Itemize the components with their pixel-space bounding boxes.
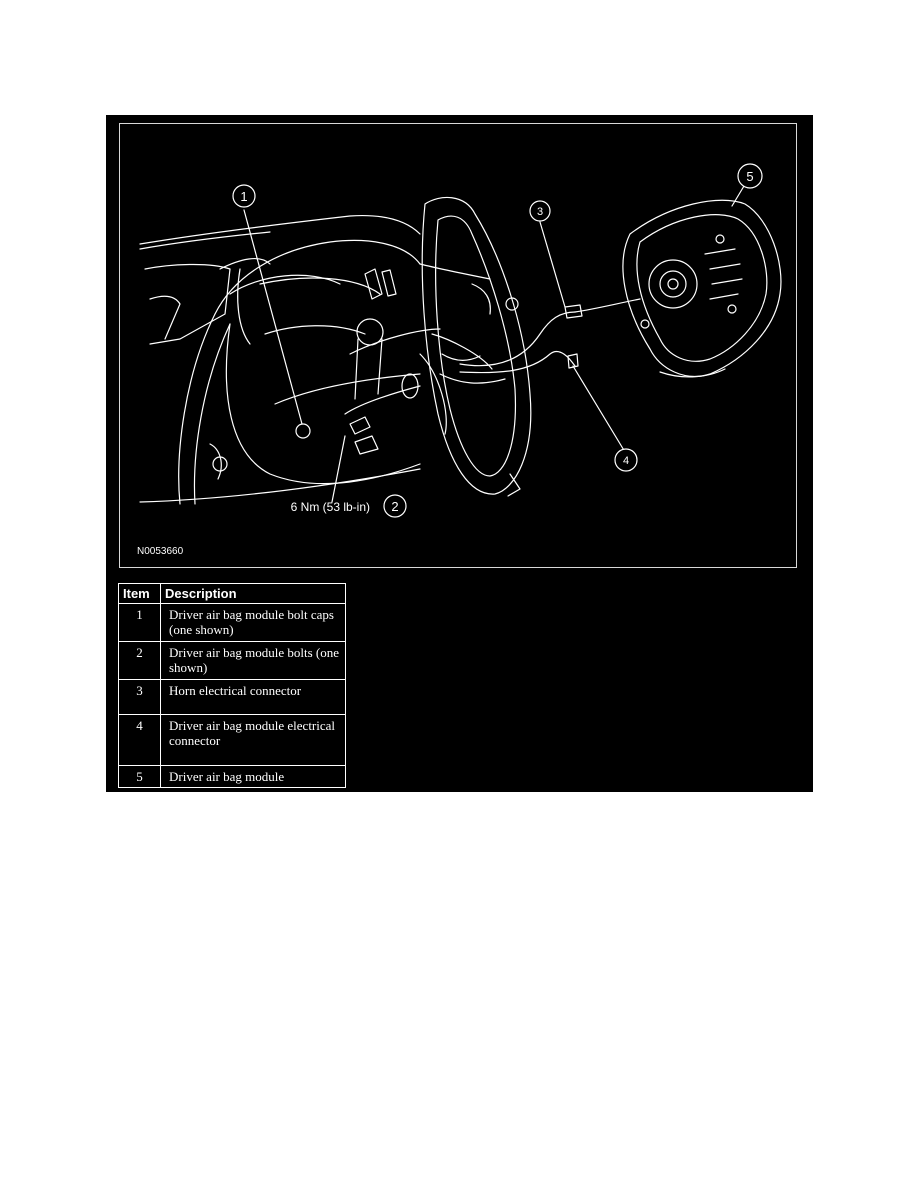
callout-4 [615,449,637,471]
callout-5-label: 5 [746,169,754,184]
legend-item-description: Horn electrical connector [161,680,346,715]
legend-item-number: 5 [119,766,161,788]
steering-column-drawing [275,319,446,454]
legend-item-number: 3 [119,680,161,715]
legend-row [119,604,346,642]
callout-1-label: 1 [240,189,248,204]
legend-row [119,766,346,788]
legend-item-description: Driver air bag module bolt caps (one shown) [161,604,346,642]
legend-row [119,642,346,680]
callout-5 [738,164,762,188]
airbag-module-drawing [623,200,781,377]
legend-item-number: 2 [119,642,161,680]
legend-item-description: Driver air bag module bolts (one shown) [161,642,346,680]
wiring-harness-drawing [460,299,640,373]
legend-table [118,583,346,788]
torque-label: 6 Nm (53 lb-in) [290,500,370,514]
legend-item-description: Driver air bag module electrical connector [161,715,346,766]
callout-2-label: 2 [391,499,399,514]
leader-lines [244,186,744,502]
legend-item-description: Driver air bag module [161,766,346,788]
callout-2 [384,495,406,517]
legend-row [119,680,346,715]
callout-3 [530,201,550,221]
figure-panel [106,115,813,792]
callout-1 [233,185,255,207]
illustration-frame [119,123,797,568]
callout-4-label: 4 [622,455,630,467]
callout-3-label: 3 [536,206,544,218]
steering-wheel-drawing [422,197,531,496]
legend-header-description: Description [161,584,346,604]
legend-header-item: Item [119,584,161,604]
legend-header-row [119,584,346,604]
legend-item-number: 4 [119,715,161,766]
legend-item-number: 1 [119,604,161,642]
legend-row [119,715,346,766]
figure-code: N0053660 [137,546,184,557]
steering-airbag-illustration [120,124,798,569]
